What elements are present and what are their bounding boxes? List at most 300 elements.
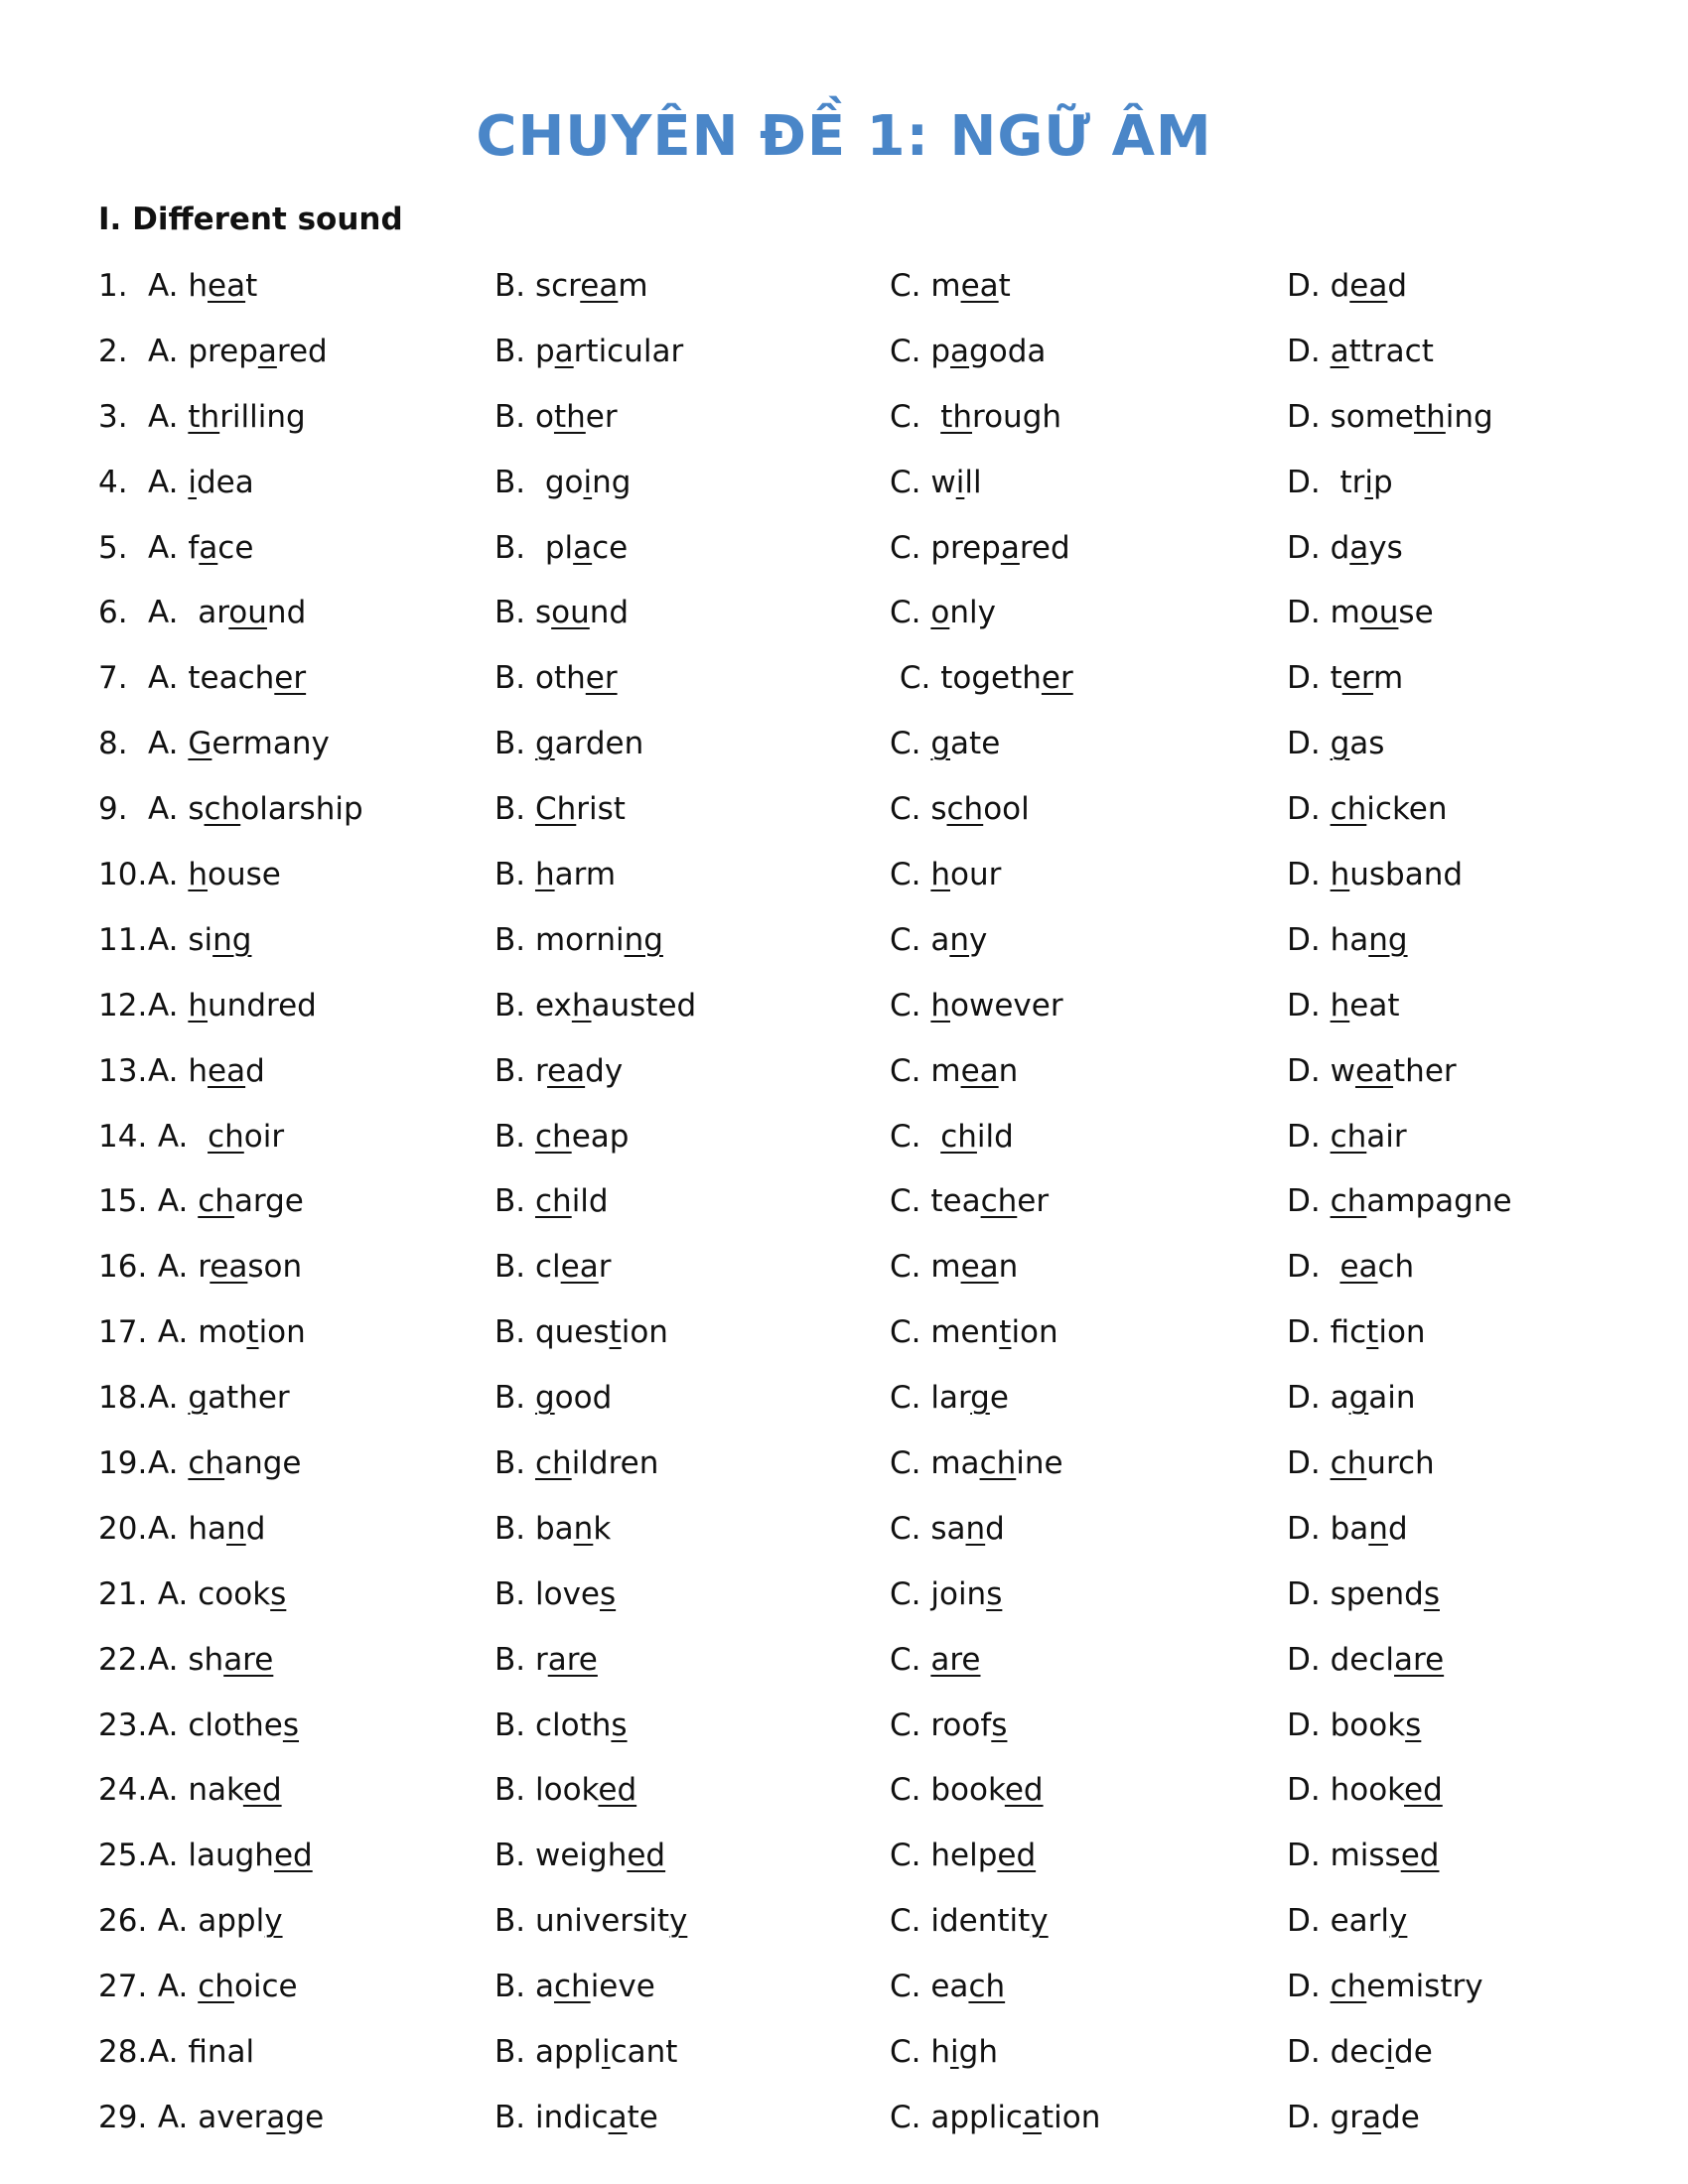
- option-letter: D.: [1287, 1380, 1331, 1417]
- option-letter: A.: [148, 857, 189, 893]
- word-end: ion: [621, 1314, 668, 1351]
- option-letter: D.: [1287, 1575, 1331, 1612]
- option-a: [148, 855, 281, 894]
- word-start: f: [188, 2034, 208, 2071]
- underlined-sound: h: [188, 987, 209, 1024]
- word-end: gh: [958, 2034, 998, 2071]
- option-letter: D.: [1287, 791, 1331, 828]
- question-number: 25.: [98, 1838, 148, 1874]
- question-row: [98, 1306, 1588, 1372]
- option-d: [1287, 1901, 1407, 1941]
- word-start: miss: [1330, 1838, 1401, 1874]
- word-start: book: [1330, 1706, 1406, 1743]
- option-letter: A.: [148, 1510, 189, 1547]
- word-end: owever: [950, 987, 1063, 1024]
- word-start: h: [188, 268, 209, 304]
- option-a: [148, 1181, 304, 1221]
- option-b: [494, 1967, 655, 2006]
- option-letter: D.: [1287, 2099, 1331, 2135]
- underlined-sound: a: [1330, 333, 1349, 369]
- option-a: [148, 1051, 265, 1091]
- underlined-sound: s: [1405, 1706, 1422, 1743]
- underlined-sound: ea: [560, 1249, 599, 1286]
- underlined-sound: g: [970, 1380, 990, 1417]
- underlined-sound: a: [257, 333, 277, 369]
- option-c: [890, 1574, 1002, 1614]
- underlined-sound: n: [1368, 1510, 1388, 1547]
- word-end: air: [1366, 1118, 1407, 1155]
- word-end: n: [998, 1052, 1019, 1089]
- option-letter: C.: [890, 1969, 931, 2005]
- underlined-sound: ch: [1330, 791, 1367, 828]
- underlined-sound: ea: [547, 1052, 586, 1089]
- underlined-sound: h: [1330, 857, 1350, 893]
- option-letter: A.: [148, 595, 199, 631]
- question-row: [98, 849, 1588, 914]
- word-end: er: [585, 398, 618, 435]
- word-start: d: [1330, 268, 1350, 304]
- option-b: [494, 266, 648, 306]
- word-start: m: [1330, 595, 1360, 631]
- underlined-sound: are: [223, 1641, 274, 1678]
- option-d: [1287, 920, 1408, 960]
- option-a: [148, 2098, 324, 2137]
- option-b: [494, 2098, 658, 2137]
- option-letter: D.: [1287, 595, 1331, 631]
- option-a: [148, 1117, 284, 1157]
- word-end: de: [1394, 2034, 1433, 2071]
- word-start: ha: [1330, 921, 1369, 958]
- underlined-sound: ch: [534, 1183, 572, 1220]
- word-start: pl: [544, 529, 574, 566]
- underlined-sound: th: [1413, 398, 1446, 435]
- option-letter: C.: [890, 1118, 941, 1155]
- option-letter: B.: [494, 1706, 535, 1743]
- option-letter: A.: [148, 726, 189, 762]
- option-c: [890, 1770, 1044, 1810]
- option-a: [148, 397, 306, 437]
- word-start: hook: [1330, 1772, 1405, 1809]
- word-end: d: [245, 1052, 265, 1089]
- question-number: 13.: [98, 1052, 148, 1089]
- underlined-sound: ou: [551, 595, 590, 631]
- word-end: ather: [208, 1380, 290, 1417]
- option-b: [494, 1770, 636, 1810]
- question-row: [98, 1372, 1588, 1437]
- word-start: f: [188, 529, 200, 566]
- word-start: scr: [534, 268, 581, 304]
- word-end: d: [1387, 1510, 1408, 1547]
- word-end: ild: [571, 1183, 609, 1220]
- word-end: ge: [285, 2099, 325, 2135]
- word-start: ex: [534, 987, 572, 1024]
- option-letter: C.: [890, 1249, 931, 1286]
- word-start: ar: [198, 595, 229, 631]
- option-b: [494, 1117, 629, 1157]
- question-row: [98, 652, 1588, 718]
- option-c: [890, 1378, 1009, 1418]
- word-end: ood: [554, 1380, 613, 1417]
- underlined-sound: s: [599, 1575, 617, 1612]
- word-end: te: [627, 2099, 658, 2135]
- underlined-sound: t: [609, 1314, 622, 1351]
- underlined-sound: ch: [968, 1969, 1006, 2005]
- word-start: a: [930, 921, 950, 958]
- option-letter: D.: [1287, 1706, 1331, 1743]
- option-letter: D.: [1287, 2034, 1331, 2071]
- underlined-sound: are: [930, 1641, 981, 1678]
- word-start: p: [930, 333, 951, 369]
- option-c: [890, 1443, 1063, 1483]
- word-start: spend: [1330, 1575, 1424, 1612]
- underlined-sound: t: [246, 1314, 259, 1351]
- question-number: 9.: [98, 791, 128, 828]
- word-start: dec: [1330, 2034, 1386, 2071]
- underlined-sound: ch: [1330, 1183, 1367, 1220]
- word-end: m: [1373, 660, 1404, 697]
- option-c: [890, 332, 1046, 371]
- question-row: [98, 587, 1588, 652]
- option-letter: B.: [494, 464, 545, 500]
- word-end: y: [969, 921, 988, 958]
- option-letter: D.: [1287, 1052, 1331, 1089]
- option-d: [1287, 724, 1384, 763]
- question-row: [98, 1437, 1588, 1503]
- option-letter: B.: [494, 268, 535, 304]
- underlined-sound: i: [950, 2034, 959, 2071]
- word-end: nd: [589, 595, 630, 631]
- question-number: 27.: [98, 1969, 148, 2005]
- option-b: [494, 986, 696, 1025]
- option-b: [494, 593, 629, 632]
- option-c: [890, 724, 1000, 763]
- word-start: m: [930, 1249, 961, 1286]
- underlined-sound: y: [1030, 1903, 1049, 1940]
- word-end: as: [1349, 726, 1385, 762]
- option-b: [494, 528, 628, 568]
- option-d: [1287, 1378, 1416, 1418]
- option-b: [494, 1574, 616, 1614]
- underlined-sound: n: [949, 921, 970, 958]
- word-start: roof: [930, 1706, 992, 1743]
- underlined-sound: ch: [198, 1969, 234, 2005]
- underlined-sound: a: [573, 529, 593, 566]
- word-start: si: [188, 921, 213, 958]
- option-d: [1287, 1051, 1457, 1091]
- question-row: [98, 718, 1588, 783]
- underlined-sound: g: [1330, 726, 1350, 762]
- option-letter: A.: [148, 2099, 199, 2135]
- option-c: [890, 1509, 1005, 1549]
- underlined-sound: h: [571, 987, 592, 1024]
- option-b: [494, 1378, 612, 1418]
- question-number: 2.: [98, 333, 128, 369]
- underlined-sound: g: [188, 1380, 209, 1417]
- question-number: 10.: [98, 857, 148, 893]
- option-letter: D.: [1287, 1314, 1331, 1351]
- option-d: [1287, 986, 1399, 1025]
- option-c: [890, 2032, 998, 2072]
- word-start: a: [534, 1969, 554, 2005]
- word-start: aver: [198, 2099, 267, 2135]
- option-d: [1287, 593, 1434, 632]
- word-end: ampagne: [1366, 1183, 1512, 1220]
- underlined-sound: Ch: [534, 791, 577, 828]
- option-a: [148, 2032, 254, 2072]
- option-letter: A.: [148, 1314, 199, 1351]
- word-end: rilling: [219, 398, 306, 435]
- word-start: laugh: [188, 1838, 274, 1874]
- option-letter: C.: [890, 1838, 931, 1874]
- word-end: tion: [1041, 2099, 1101, 2135]
- option-letter: C.: [890, 1903, 931, 1940]
- option-letter: C.: [890, 987, 931, 1024]
- word-start: r: [198, 1249, 211, 1286]
- word-start: cook: [198, 1575, 271, 1612]
- question-number: 28.: [98, 2034, 148, 2071]
- option-letter: B.: [494, 1183, 535, 1220]
- word-start: tr: [1339, 464, 1365, 500]
- option-b: [494, 397, 618, 437]
- question-row: [98, 1830, 1588, 1895]
- underlined-sound: ch: [940, 1118, 977, 1155]
- word-end: ain: [1368, 1380, 1416, 1417]
- word-end: arm: [554, 857, 617, 893]
- option-b: [494, 1901, 687, 1941]
- option-d: [1287, 1181, 1512, 1221]
- word-end: oir: [243, 1118, 285, 1155]
- option-a: [148, 463, 254, 502]
- option-letter: B.: [494, 791, 535, 828]
- option-letter: D.: [1287, 529, 1331, 566]
- underlined-sound: ch: [553, 1969, 591, 2005]
- underlined-sound: i: [188, 464, 197, 500]
- word-end: oice: [233, 1969, 298, 2005]
- underlined-sound: ch: [188, 1445, 225, 1482]
- underlined-sound: a: [1022, 2099, 1042, 2135]
- option-a: [148, 1706, 299, 1745]
- option-b: [494, 1706, 628, 1745]
- option-letter: A.: [148, 1706, 189, 1743]
- underlined-sound: er: [1341, 660, 1374, 697]
- option-d: [1287, 1312, 1426, 1352]
- option-letter: A.: [148, 1183, 199, 1220]
- underlined-sound: ch: [979, 1445, 1017, 1482]
- option-letter: B.: [494, 1118, 535, 1155]
- underlined-sound: are: [1394, 1641, 1445, 1678]
- option-letter: C.: [890, 921, 931, 958]
- word-end: nly: [949, 595, 996, 631]
- question-list: [98, 260, 1588, 2157]
- word-end: nd: [266, 595, 307, 631]
- option-d: [1287, 1443, 1435, 1483]
- option-letter: D.: [1287, 1903, 1331, 1940]
- word-end: dea: [197, 464, 254, 500]
- word-start: help: [930, 1838, 998, 1874]
- question-number: 24.: [98, 1772, 148, 1809]
- underlined-sound: ed: [1004, 1772, 1044, 1809]
- option-letter: A.: [148, 1249, 199, 1286]
- option-letter: D.: [1287, 1118, 1331, 1155]
- word-end: ce: [592, 529, 629, 566]
- option-b: [494, 1836, 665, 1875]
- question-row: [98, 1634, 1588, 1700]
- option-a: [148, 1509, 265, 1549]
- word-start: men: [930, 1314, 1000, 1351]
- word-start: o: [534, 398, 554, 435]
- option-letter: C.: [890, 1641, 931, 1678]
- option-letter: B.: [494, 1510, 535, 1547]
- underlined-sound: th: [940, 398, 973, 435]
- word-end: ys: [1368, 529, 1403, 566]
- option-letter: D.: [1287, 268, 1331, 304]
- underlined-sound: i: [1385, 2034, 1395, 2071]
- option-letter: D.: [1287, 660, 1331, 697]
- question-row: [98, 1961, 1588, 2026]
- word-start: applic: [930, 2099, 1023, 2135]
- word-start: ha: [188, 1510, 227, 1547]
- word-start: ba: [534, 1510, 574, 1547]
- word-end: p: [1372, 464, 1393, 500]
- option-c: [890, 463, 982, 502]
- underlined-sound: y: [264, 1903, 283, 1940]
- underlined-sound: ch: [208, 1118, 244, 1155]
- option-d: [1287, 855, 1463, 894]
- option-letter: A.: [148, 921, 189, 958]
- underlined-sound: h: [188, 857, 209, 893]
- word-end: urch: [1366, 1445, 1435, 1482]
- option-d: [1287, 789, 1448, 829]
- word-end: red: [276, 333, 328, 369]
- option-b: [494, 724, 643, 763]
- option-letter: A.: [148, 1052, 189, 1089]
- option-d: [1287, 2098, 1420, 2137]
- word-end: dy: [585, 1052, 624, 1089]
- word-start: ques: [534, 1314, 610, 1351]
- question-number: 22.: [98, 1641, 148, 1678]
- word-end: son: [247, 1249, 303, 1286]
- underlined-sound: a: [950, 333, 970, 369]
- option-letter: D.: [1287, 1772, 1331, 1809]
- option-letter: D.: [1287, 1249, 1340, 1286]
- underlined-sound: a: [608, 2099, 628, 2135]
- option-c: [890, 1640, 981, 1680]
- question-row: [98, 2026, 1588, 2092]
- underlined-sound: n: [226, 1510, 246, 1547]
- word-end: ing: [1445, 398, 1493, 435]
- question-number: 5.: [98, 529, 128, 566]
- option-letter: C.: [890, 333, 931, 369]
- option-letter: B.: [494, 857, 535, 893]
- word-start: ma: [930, 1445, 980, 1482]
- option-letter: D.: [1287, 1445, 1331, 1482]
- underlined-sound: ea: [960, 1052, 999, 1089]
- underlined-sound: ed: [1404, 1772, 1443, 1809]
- underlined-sound: h: [930, 987, 951, 1024]
- option-letter: A.: [148, 1445, 189, 1482]
- question-number: 8.: [98, 726, 128, 762]
- option-a: [148, 920, 251, 960]
- word-start: d: [1330, 529, 1350, 566]
- word-end: ch: [1377, 1249, 1415, 1286]
- word-end: our: [950, 857, 1002, 893]
- underlined-sound: h: [534, 857, 555, 893]
- word-start: ea: [930, 1969, 969, 2005]
- underlined-sound: ng: [1368, 921, 1408, 958]
- word-end: ng: [592, 464, 632, 500]
- underlined-sound: a: [554, 333, 574, 369]
- underlined-sound: ea: [210, 1249, 248, 1286]
- word-start: h: [930, 2034, 951, 2071]
- question-number: 20.: [98, 1510, 148, 1547]
- option-b: [494, 920, 663, 960]
- document-title: CHUYÊN ĐỀ 1: NGỮ ÂM: [476, 104, 1212, 169]
- word-start: join: [930, 1575, 987, 1612]
- option-d: [1287, 1770, 1443, 1810]
- underlined-sound: ed: [997, 1838, 1037, 1874]
- underlined-sound: g: [1348, 1380, 1369, 1417]
- option-letter: C.: [890, 464, 931, 500]
- underlined-sound: ea: [580, 268, 619, 304]
- word-end: de: [1381, 2099, 1420, 2135]
- word-start: r: [534, 1641, 548, 1678]
- word-start: nak: [188, 1772, 243, 1809]
- option-d: [1287, 1967, 1483, 2006]
- option-letter: A.: [148, 1838, 189, 1874]
- question-row: [98, 260, 1588, 326]
- option-d: [1287, 1574, 1440, 1614]
- option-letter: B.: [494, 921, 535, 958]
- word-start: prep: [930, 529, 1001, 566]
- word-end: ool: [983, 791, 1030, 828]
- word-start: cloth: [534, 1706, 612, 1743]
- word-start: fic: [1330, 1314, 1367, 1351]
- word-end: red: [1019, 529, 1070, 566]
- option-letter: A.: [148, 1903, 199, 1940]
- underlined-sound: a: [199, 529, 218, 566]
- question-row: [98, 1569, 1588, 1634]
- option-letter: D.: [1287, 464, 1340, 500]
- underlined-sound: ch: [980, 1183, 1018, 1220]
- word-end: t: [998, 268, 1011, 304]
- word-end: ion: [1011, 1314, 1058, 1351]
- option-d: [1287, 528, 1403, 568]
- word-end: rticular: [573, 333, 684, 369]
- option-c: [890, 1181, 1049, 1221]
- option-c: [890, 789, 1030, 829]
- underlined-sound: ed: [627, 1838, 666, 1874]
- option-letter: C.: [890, 791, 931, 828]
- underlined-sound: ch: [204, 791, 241, 828]
- word-start: love: [534, 1575, 600, 1612]
- option-letter: A.: [148, 1380, 189, 1417]
- underlined-sound: t: [1366, 1314, 1379, 1351]
- underlined-sound: G: [188, 726, 212, 762]
- option-letter: C.: [890, 1052, 931, 1089]
- option-letter: A.: [148, 1118, 209, 1155]
- option-letter: D.: [1287, 726, 1331, 762]
- option-a: [148, 1967, 298, 2006]
- option-letter: A.: [148, 791, 189, 828]
- underlined-sound: i: [1364, 464, 1373, 500]
- question-row: [98, 1241, 1588, 1306]
- option-letter: B.: [494, 1380, 535, 1417]
- option-letter: C.: [890, 1314, 931, 1351]
- word-start: go: [544, 464, 584, 500]
- option-letter: B.: [494, 1641, 535, 1678]
- question-row: [98, 1764, 1588, 1830]
- option-c: [890, 1706, 1007, 1745]
